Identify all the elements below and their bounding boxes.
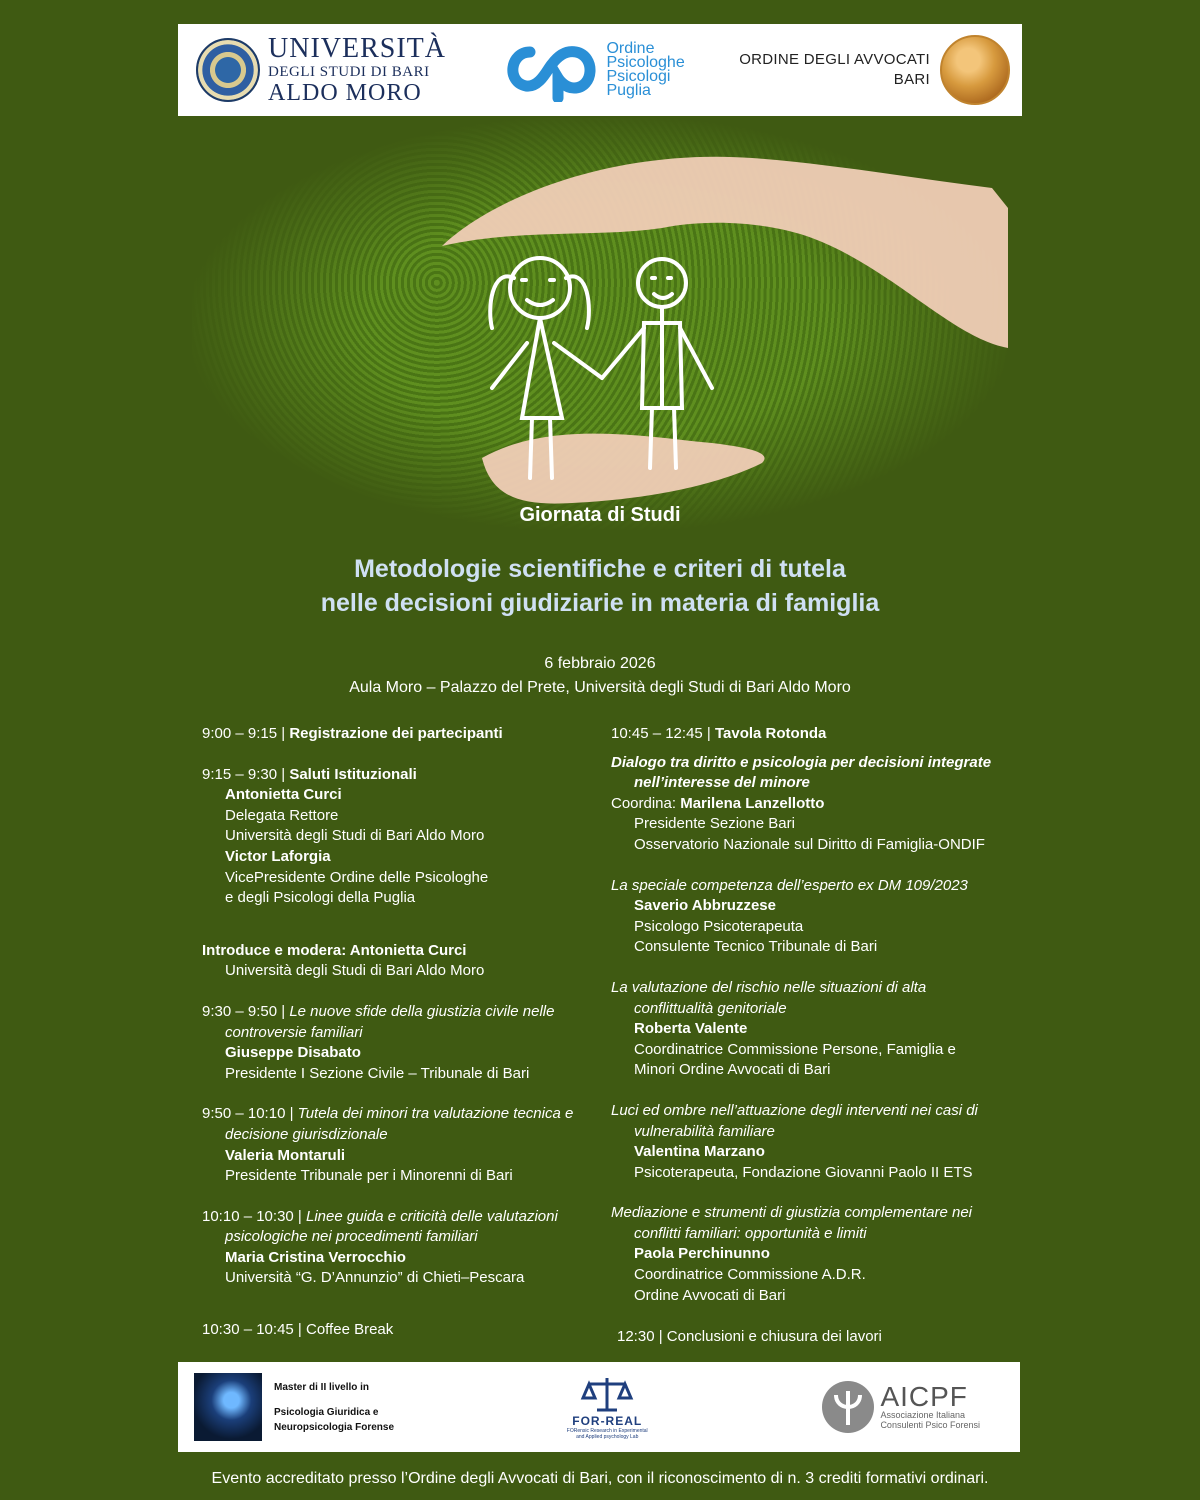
aicpf-sub1: Associazione Italiana [880, 1410, 965, 1420]
event-title-line1: Metodologie scientifiche e criteri di tutela [354, 555, 846, 583]
talk-topic: Linee guida e criticità delle valutazioni [305, 1207, 558, 1225]
forreal-sub2: and Applied psychology Lab [576, 1434, 639, 1440]
master-line1: Master di II livello in [274, 1381, 370, 1393]
item-title: Tavola Rotonda [714, 725, 827, 742]
time: 9:30 – 9:50 | [202, 1002, 290, 1020]
opp-logo [500, 38, 684, 102]
talk-topic: Luci ed ombre nell’attuazione degli interventi nei casi di [611, 1101, 978, 1119]
round-table-talk [611, 1203, 1011, 1306]
master-line2: Psicologia Giuridica e [274, 1406, 379, 1418]
speaker-name: Paola Perchinunno [634, 1245, 770, 1263]
talk-topic: Mediazione e strumenti di giustizia complementare nei [611, 1204, 973, 1222]
time: 9:00 – 9:15 | [202, 725, 290, 742]
scales-icon [579, 1374, 635, 1414]
talk-topic: La valutazione del rischio nelle situazioni di alta [611, 978, 927, 996]
program-item-greetings [202, 765, 602, 909]
program-left-column [202, 724, 602, 1341]
program-item-talk [202, 1002, 602, 1084]
program-right-column [611, 724, 1011, 1348]
speaker-role: e degli Psicologi della Puglia [225, 889, 416, 907]
master-line3: Neuropsicologia Forense [274, 1421, 395, 1433]
speaker-role: Presidente I Sezione Civile – Tribunale di Bari [225, 1064, 530, 1082]
forreal-sub1: FORensic Research in Experimental [566, 1428, 648, 1434]
speaker-name: Roberta Valente [634, 1020, 748, 1038]
time: 9:15 – 9:30 | [202, 765, 290, 783]
program-item-talk [202, 1104, 602, 1186]
speaker-name: Antonietta Curci [225, 786, 342, 804]
accreditation-note: Evento accreditato presso l’Ordine degli Avvocati di Bari, con il riconoscimento di n. 3 crediti formativi ordinari. [211, 1470, 989, 1487]
round-table-talk [611, 1101, 1011, 1183]
magnifier-scales-icon [194, 1373, 262, 1441]
avvocati-medal-icon [940, 35, 1010, 105]
uniba-logo [196, 35, 446, 105]
talk-topic-cont: decisione giurisdizionale [225, 1125, 388, 1143]
talk-topic-cont: controversie familiari [225, 1023, 363, 1041]
forreal-name: FOR-REAL [572, 1414, 643, 1428]
speaker-name: Saverio Abbruzzese [634, 897, 776, 915]
event-venue: Aula Moro – Palazzo del Prete, Università degli Studi di Bari Aldo Moro [349, 679, 851, 696]
event-meta [0, 652, 1200, 700]
speaker-name: Giuseppe Disabato [225, 1044, 361, 1062]
forreal-logo [567, 1374, 648, 1440]
moderator-label: Introduce e modera: Antonietta Curci [202, 941, 467, 959]
program-item-registration [202, 724, 602, 745]
opp-line2: Psicologhe [606, 54, 685, 71]
avvocati-line1: ORDINE DEGLI AVVOCATI [739, 51, 930, 68]
speaker-role: Presidente Tribunale per i Minorenni di Bari [225, 1167, 513, 1185]
uniba-line2: DEGLI STUDI DI BARI [268, 64, 430, 80]
round-table-theme [611, 753, 1011, 856]
talk-topic: La speciale competenza dell’esperto ex DM 109/2023 [611, 876, 968, 894]
avvocati-logo [739, 35, 1010, 105]
program-item-moderator [202, 941, 602, 982]
coordinator-name: Marilena Lanzellotto [680, 794, 825, 812]
aicpf-logo [820, 1379, 980, 1435]
speaker-role: Psicoterapeuta, Fondazione Giovanni Paolo II ETS [634, 1163, 973, 1181]
theme-topic-cont: nell’interesse del minore [634, 774, 810, 792]
moderator-affiliation: Università degli Studi di Bari Aldo Moro [225, 962, 485, 980]
speaker-role: VicePresidente Ordine delle Psicologhe [225, 868, 489, 886]
program-item-round-table [611, 724, 1011, 745]
time: 10:10 – 10:30 | [202, 1207, 306, 1225]
speaker-role: Coordinatrice Commissione Persone, Famiglia e [634, 1040, 956, 1058]
event-date: 6 febbraio 2026 [544, 655, 656, 672]
speaker-name: Maria Cristina Verrocchio [225, 1248, 406, 1266]
speaker-role: Università “G. D’Annunzio” di Chieti–Pescara [225, 1269, 525, 1287]
program-item-coffee-break: 10:30 – 10:45 | Coffee Break [202, 1321, 394, 1339]
aicpf-name: AICPF [880, 1381, 968, 1412]
hands-children-illustration [192, 118, 1008, 530]
uniba-line1: UNIVERSITÀ [268, 33, 446, 64]
speaker-name: Valeria Montaruli [225, 1146, 346, 1164]
psi-circle-icon [820, 1379, 876, 1435]
footer-logos [178, 1362, 1020, 1452]
speaker-name: Valentina Marzano [634, 1143, 765, 1161]
round-table-talk [611, 876, 1011, 958]
speaker-role: Coordinatrice Commissione A.D.R. [634, 1266, 866, 1284]
speaker-role: Consulente Tecnico Tribunale di Bari [634, 938, 878, 956]
uniba-seal-icon [196, 38, 260, 102]
talk-topic-cont: vulnerabilità familiare [634, 1122, 775, 1140]
master-logo [194, 1373, 394, 1441]
program-item-closing: 12:30 | Conclusioni e chiusura dei lavori [617, 1328, 882, 1346]
talk-topic-cont: psicologiche nei procedimenti familiari [225, 1228, 478, 1246]
event-kicker: Giornata di Studi [519, 504, 681, 526]
aicpf-sub2: Consulenti Psico Forensi [880, 1420, 980, 1430]
time: 10:45 – 12:45 | [611, 725, 715, 742]
speaker-role: Delegata Rettore [225, 806, 339, 824]
talk-topic: Tutela dei minori tra valutazione tecnica e [297, 1105, 574, 1123]
coordinator-label: Coordina: [611, 794, 681, 812]
speaker-role: Ordine Avvocati di Bari [634, 1286, 786, 1304]
speaker-name: Victor Laforgia [225, 847, 331, 865]
uniba-line3: ALDO MORO [268, 80, 422, 106]
header-logos [178, 24, 1022, 116]
time: 9:50 – 10:10 | [202, 1105, 298, 1123]
opp-infinity-icon [500, 38, 600, 102]
round-table-talk [611, 978, 1011, 1081]
event-title [0, 552, 1200, 620]
theme-topic: Dialogo tra diritto e psicologia per decisioni integrate [611, 753, 992, 771]
speaker-role: Università degli Studi di Bari Aldo Moro [225, 827, 485, 845]
opp-line4: Puglia [606, 82, 651, 99]
program-item-talk [202, 1207, 602, 1289]
event-title-line2: nelle decisioni giudiziarie in materia di famiglia [320, 589, 880, 617]
opp-line1: Ordine [606, 40, 655, 57]
item-title: Registrazione dei partecipanti [289, 725, 503, 742]
item-title: Saluti Istituzionali [289, 765, 417, 783]
opp-line3: Psicologi [606, 68, 671, 85]
speaker-role: Minori Ordine Avvocati di Bari [634, 1061, 831, 1079]
speaker-role: Psicologo Psicoterapeuta [634, 917, 804, 935]
avvocati-line2: BARI [893, 71, 930, 88]
hero-image [192, 118, 1008, 530]
coordinator-role: Presidente Sezione Bari [634, 815, 795, 833]
talk-topic: Le nuove sfide della giustizia civile nelle [289, 1002, 555, 1020]
talk-topic-cont: conflittualità genitoriale [634, 999, 787, 1017]
coordinator-role: Osservatorio Nazionale sul Diritto di Famiglia-ONDIF [634, 835, 985, 853]
talk-topic-cont: conflitti familiari: opportunità e limiti [634, 1224, 867, 1242]
